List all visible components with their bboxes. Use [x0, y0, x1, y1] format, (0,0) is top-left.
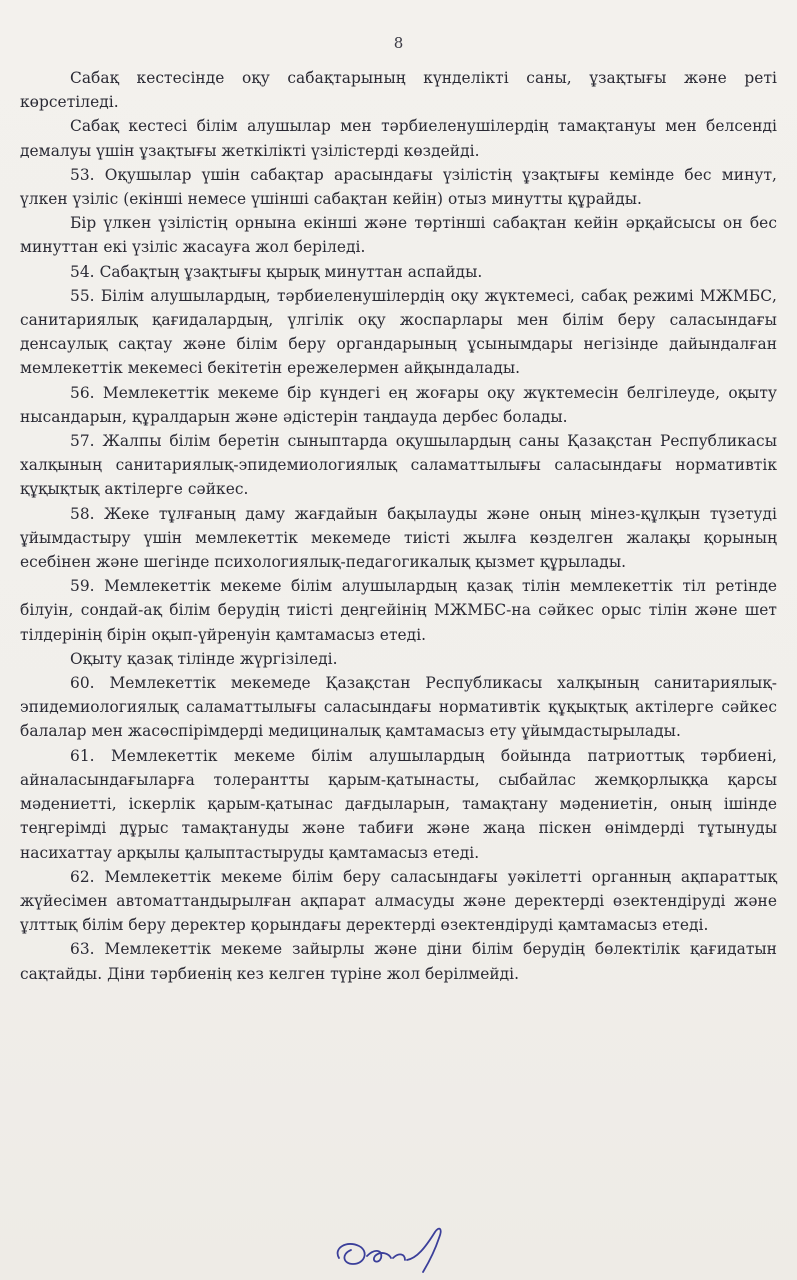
signature-stroke — [338, 1229, 441, 1272]
paragraph-53: 53. Оқушылар үшін сабақтар арасындағы үзілістің ұзақтығы кемінде бес минут, үлкен үзіліс (екінші немесе үшінші сабақтан кейін) отыз минутты құрайды. — [20, 165, 777, 209]
paragraph-59-note: Оқыту қазақ тілінде жүргізіледі. — [70, 649, 338, 668]
paragraph-schedule-content: Сабақ кестесінде оқу сабақтарының күнделікті саны, ұзақтығы және реті көрсетіледі. — [20, 69, 777, 112]
paragraph-59: 59. Мемлекеттік мекеме білім алушылардың қазақ тілін мемлекеттік тіл ретінде білуін, сондай-ақ білім берудің тиісті деңгейінің МЖМБС-на сәйкес орыс тілін және шет тілдерінің бірін оқып-үйренуін қамтамасыз етеді. — [20, 577, 777, 644]
paragraph-56: 56. Мемлекеттік мекеме бір күндегі ең жоғары оқу жүктемесін белгілеуде, оқыту нысандарын, құралдарын және әдістерін таңдауда дербес болады. — [20, 383, 777, 426]
handwritten-signature — [325, 1218, 465, 1278]
paragraph-55: 55. Білім алушылардың, тәрбиеленушілердің оқу жүктемесі, сабақ режимі МЖМБС, санитариялық қағидалардың, үлгілік оқу жоспарлары мен білім беру саласындағы денсаулық сақтау және білім беру органдарының ұсынымдары негізінде дайындалған мемлекеттік мекемесі бекітетін ережелермен айқындалады. — [20, 286, 777, 378]
paragraph-61: 61. Мемлекеттік мекеме білім алушылардың бойында патриоттық тәрбиені, айналасындағыларға толерантты қарым-қатынасты, сыбайлас жемқорлыққа қарсы мәдениетті, іскерлік қарым-қатынас дағдыларын, тамақтану мәдениетін, оның ішінде теңгерімді дұрыс тамақтануды және табиғи және жаңа піскен өнімдерді тұтынуды насихаттау арқылы қалыптастыруды қамтамасыз етеді. — [20, 746, 777, 862]
paragraph-schedule-breaks: Сабақ кестесі білім алушылар мен тәрбиеленушілердің тамақтануы мен белсенді демалуы үшін ұзақтығы жеткілікті үзілістерді көздейді. — [20, 117, 777, 160]
paragraph-54: 54. Сабақтың ұзақтығы қырық минуттан аспайды. — [70, 262, 483, 281]
page-number: 8 — [393, 34, 404, 52]
paragraph-57: 57. Жалпы білім беретін сыныптарда оқушылардың саны Қазақстан Республикасы халқының санитариялық-эпидемиологиялық саламаттылығы саласындағы нормативтік құқықтық актілерге сәйкес. — [20, 432, 777, 499]
document-body — [20, 66, 777, 986]
paragraph-53-note: Бір үлкен үзілістің орнына екінші және төртінші сабақтан кейін әрқайсысы он бес минуттан екі үзіліс жасауға жол беріледі. — [20, 214, 777, 257]
paragraph-60: 60. Мемлекеттік мекемеде Қазақстан Республикасы халқының санитариялық-эпидемиологиялық саламаттылығы саласындағы нормативтік құқықтық актілерге сәйкес балалар мен жасөспірімдерді медициналық қамтамасыз ету ұйымдастырылады. — [20, 674, 777, 741]
paragraph-63: 63. Мемлекеттік мекеме зайырлы және діни білім берудің бөлектілік қағидатын сақтайды. Діни тәрбиенің кез келген түріне жол берілмейді. — [20, 940, 777, 983]
paragraph-58: 58. Жеке тұлғаның даму жағдайын бақылауды және оның мінез-құлқын түзетуді ұйымдастыру үшін мемлекеттік мекемеде тиісті жылға көзделген жалақы қорының есебінен және шегінде психологиялық-педагогикалық қызмет құрылады. — [20, 504, 777, 572]
paragraph-62: 62. Мемлекеттік мекеме білім беру саласындағы уәкілетті органның ақпараттық жүйесімен автоматтандырылған ақпарат алмасуды және деректерді өзектендіруді және ұлттық білім беру деректер қорындағы деректерді өзектендіруді қамтамасыз етеді. — [20, 867, 777, 935]
